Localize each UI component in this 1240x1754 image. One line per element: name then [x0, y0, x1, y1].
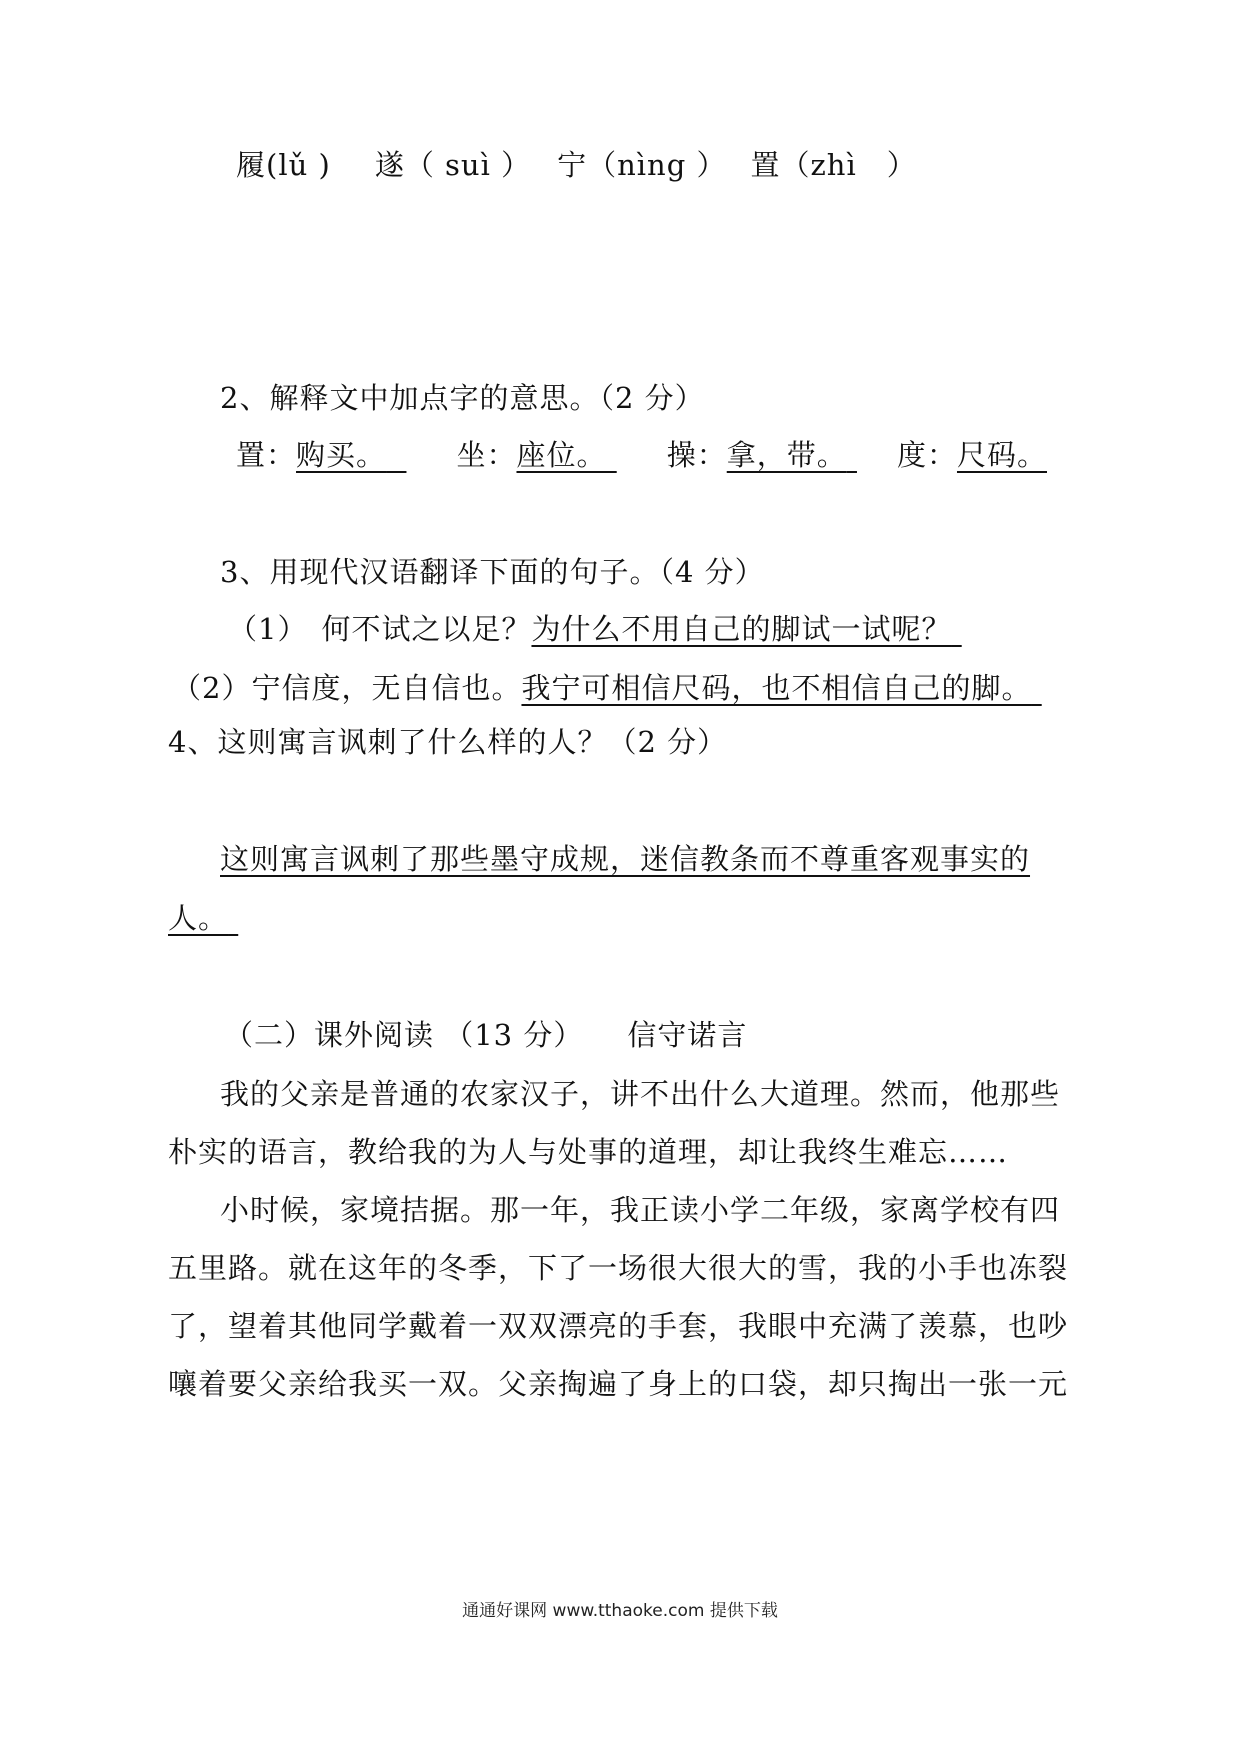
- word-answer: 尺码。: [956, 438, 1047, 472]
- pinyin-item-ning: 宁（nìng ）: [557, 148, 727, 182]
- word-label: 坐：: [456, 438, 517, 472]
- word-label: 度：: [896, 438, 957, 472]
- word-answer: 拿，带。: [726, 438, 847, 472]
- passage-line: 了，望着其他同学戴着一双双漂亮的手套，我眼中充满了羡慕，也吵: [168, 1309, 1069, 1343]
- question-2-title: 2、解释文中加点字的意思。（2 分）: [220, 381, 705, 415]
- translation-1: [228, 609, 962, 649]
- question-4-answer-line-1: 这则寓言讽刺了那些墨守成规，迷信教条而不尊重客观事实的: [220, 842, 1031, 876]
- passage-line: 小时候，家境拮据。那一年，我正读小学二年级，家离学校有四: [220, 1193, 1061, 1227]
- pinyin-item-sui: 遂（ suì ）: [374, 148, 532, 182]
- question-4-answer-line-2: 人。: [168, 901, 229, 935]
- word-answer: 购买。: [296, 438, 387, 472]
- translation-1-answer: 为什么不用自己的脚试一试呢？: [531, 612, 952, 646]
- translation-2-source: 宁信度，无自信也。: [251, 671, 522, 705]
- word-label: 操：: [666, 438, 727, 472]
- page-footer: 通通好课网 www.tthaoke.com 提供下载: [462, 1601, 778, 1621]
- question-3-title: 3、用现代汉语翻译下面的句子。（4 分）: [220, 555, 765, 589]
- pinyin-item-zhi: 置（zhì ）: [750, 148, 917, 182]
- question-4-title: 4、这则寓言讽刺了什么样的人？（2 分）: [168, 725, 728, 759]
- translation-2-answer: 我宁可相信尺码，也不相信自己的脚。: [521, 671, 1032, 705]
- section-2-heading: [224, 1015, 747, 1055]
- translation-1-source: 何不试之以足？: [321, 612, 532, 646]
- passage-line: 嚷着要父亲给我买一双。父亲掏遍了身上的口袋，却只掏出一张一元: [168, 1367, 1069, 1401]
- pinyin-line: [236, 145, 917, 185]
- pinyin-item-lv: 履(lǔ ): [236, 148, 331, 182]
- section-2-label: （二）课外阅读 （13 分）: [224, 1018, 584, 1052]
- passage-title: 信守诺言: [627, 1018, 748, 1052]
- word-label: 置：: [236, 438, 297, 472]
- translation-1-number: （1）: [228, 612, 308, 646]
- passage-line: 我的父亲是普通的农家汉子，讲不出什么大道理。然而，他那些: [220, 1077, 1061, 1111]
- question-2-answers: [236, 435, 1047, 475]
- passage-line: 五里路。就在这年的冬季，下了一场很大很大的雪，我的小手也冻裂: [168, 1251, 1069, 1285]
- translation-2-number: （2）: [172, 671, 252, 705]
- word-answer: 座位。: [516, 438, 607, 472]
- passage-line: 朴实的语言，教给我的为人与处事的道理，却让我终生难忘……: [168, 1135, 1009, 1169]
- translation-2: [172, 668, 1042, 708]
